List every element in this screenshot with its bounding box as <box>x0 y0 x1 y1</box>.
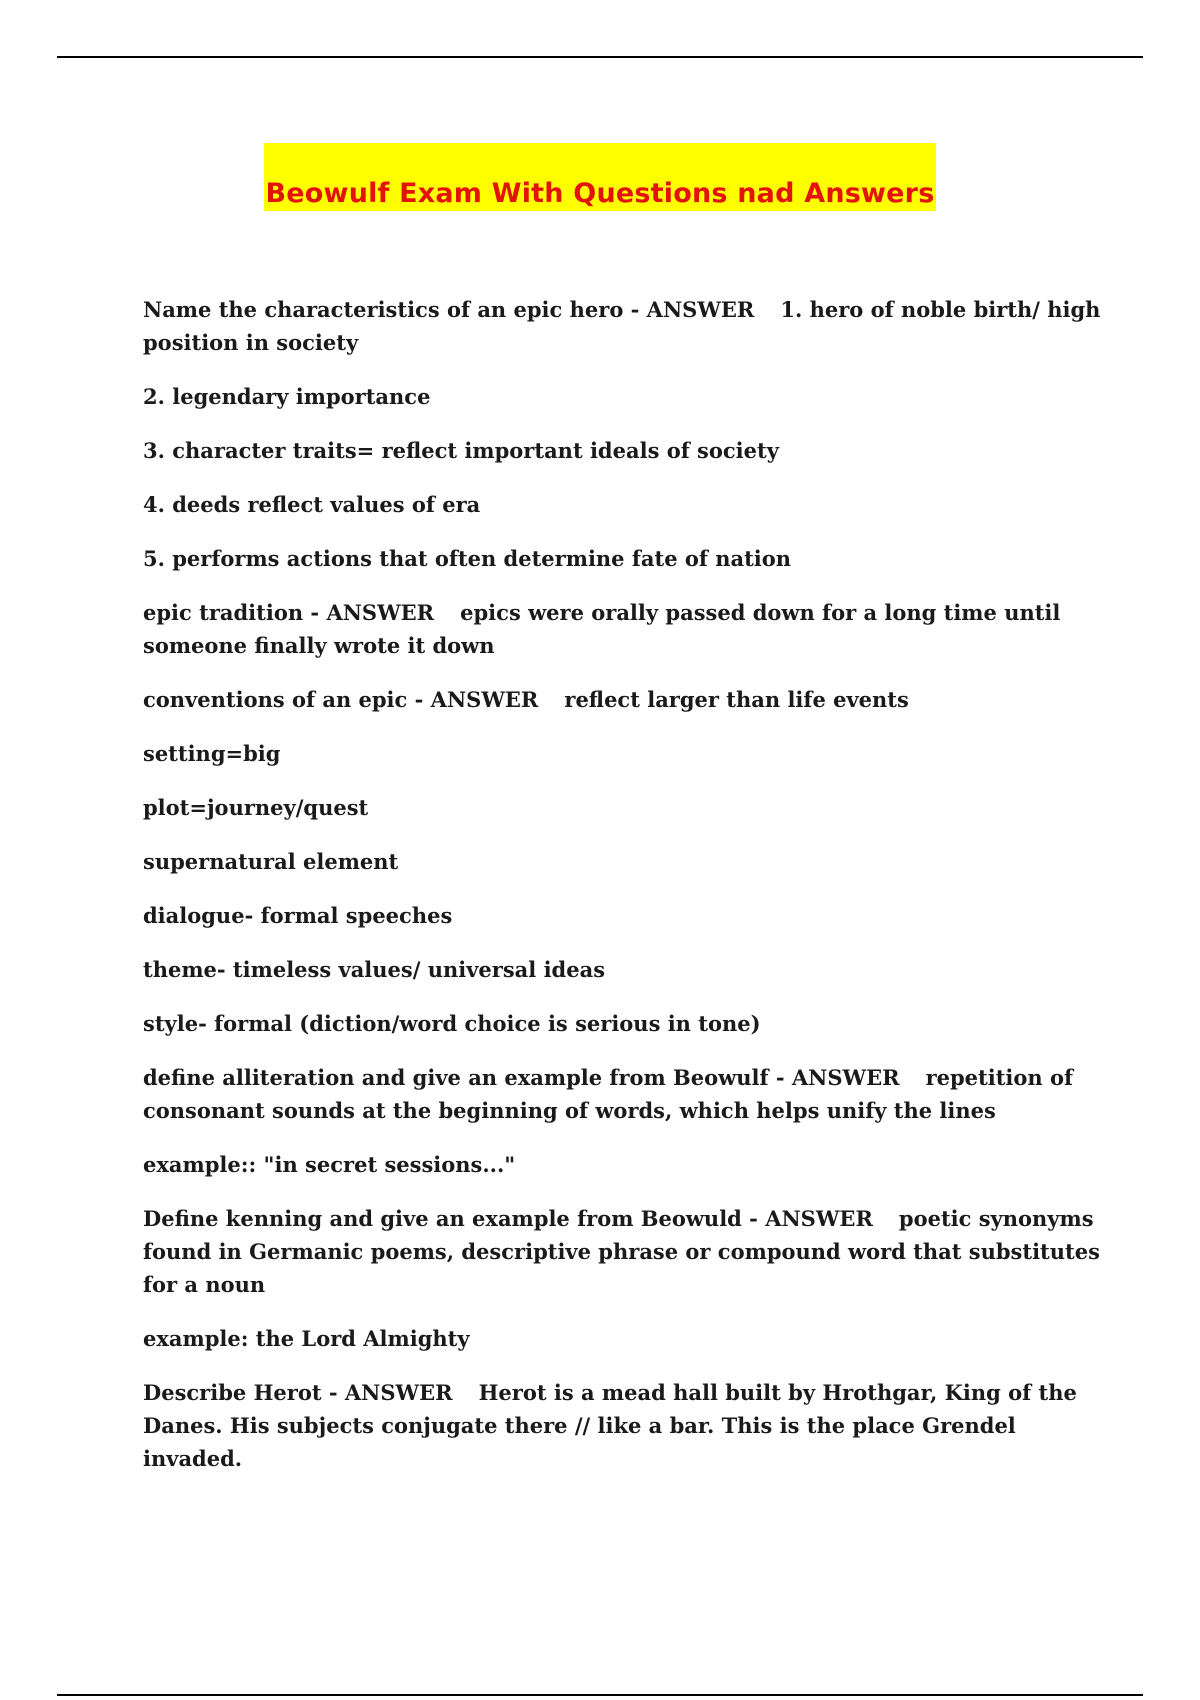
answer-text: supernatural element <box>143 849 399 874</box>
answer-text: repetition of consonant sounds at the beginning of words, which helps unify the lines <box>143 1065 1074 1123</box>
question-text: Define kenning and give an example from Beowuld - ANSWER <box>143 1206 873 1231</box>
qa-entry <box>143 293 1103 359</box>
question-text: epic tradition - ANSWER <box>143 600 435 625</box>
qa-entry <box>143 1061 1103 1127</box>
answer-text: 1. hero of noble birth/ high position in society <box>143 297 1101 355</box>
bottom-divider <box>57 1694 1143 1696</box>
answer-text: reflect larger than life events <box>564 687 909 712</box>
qa-entry <box>143 1322 1103 1355</box>
qa-entry <box>143 683 1103 716</box>
title-block <box>0 143 1200 211</box>
answer-text: 3. character traits= reflect important ideals of society <box>143 438 779 463</box>
qa-entry <box>143 791 1103 824</box>
answer-text: 2. legendary importance <box>143 384 431 409</box>
qa-entry <box>143 380 1103 413</box>
answer-text: 5. performs actions that often determine fate of nation <box>143 546 792 571</box>
answer-text: theme- timeless values/ universal ideas <box>143 957 606 982</box>
answer-text: setting=big <box>143 741 281 766</box>
qa-entry <box>143 1148 1103 1181</box>
question-text: Describe Herot - ANSWER <box>143 1380 453 1405</box>
qa-entry <box>143 845 1103 878</box>
question-text: Name the characteristics of an epic hero - ANSWER <box>143 297 755 322</box>
qa-entry <box>143 899 1103 932</box>
question-text: conventions of an epic - ANSWER <box>143 687 539 712</box>
answer-text: Herot is a mead hall built by Hrothgar, King of the Danes. His subjects conjugate there // like a bar. This is the place Grendel invaded. <box>143 1380 1077 1471</box>
qa-entry <box>143 542 1103 575</box>
qa-entry <box>143 488 1103 521</box>
answer-text: epics were orally passed down for a long time until someone finally wrote it down <box>143 600 1061 658</box>
top-divider <box>57 56 1143 58</box>
qa-entry <box>143 1202 1103 1301</box>
answer-text: poetic synonyms found in Germanic poems, descriptive phrase or compound word that substitutes for a noun <box>143 1206 1100 1297</box>
qa-entry <box>143 1376 1103 1475</box>
answer-text: example: the Lord Almighty <box>143 1326 470 1351</box>
qa-entry <box>143 434 1103 467</box>
qa-entry <box>143 596 1103 662</box>
answer-text: plot=journey/quest <box>143 795 369 820</box>
qa-entry <box>143 737 1103 770</box>
qa-entry <box>143 1007 1103 1040</box>
answer-text: style- formal (diction/word choice is serious in tone) <box>143 1011 761 1036</box>
document-title: Beowulf Exam With Questions nad Answers <box>264 143 937 211</box>
answer-text: 4. deeds reflect values of era <box>143 492 481 517</box>
qa-entry <box>143 953 1103 986</box>
answer-text: dialogue- formal speeches <box>143 903 453 928</box>
answer-text: example:: "in secret sessions..." <box>143 1152 516 1177</box>
question-text: define alliteration and give an example from Beowulf - ANSWER <box>143 1065 900 1090</box>
qa-content <box>143 293 1103 1496</box>
